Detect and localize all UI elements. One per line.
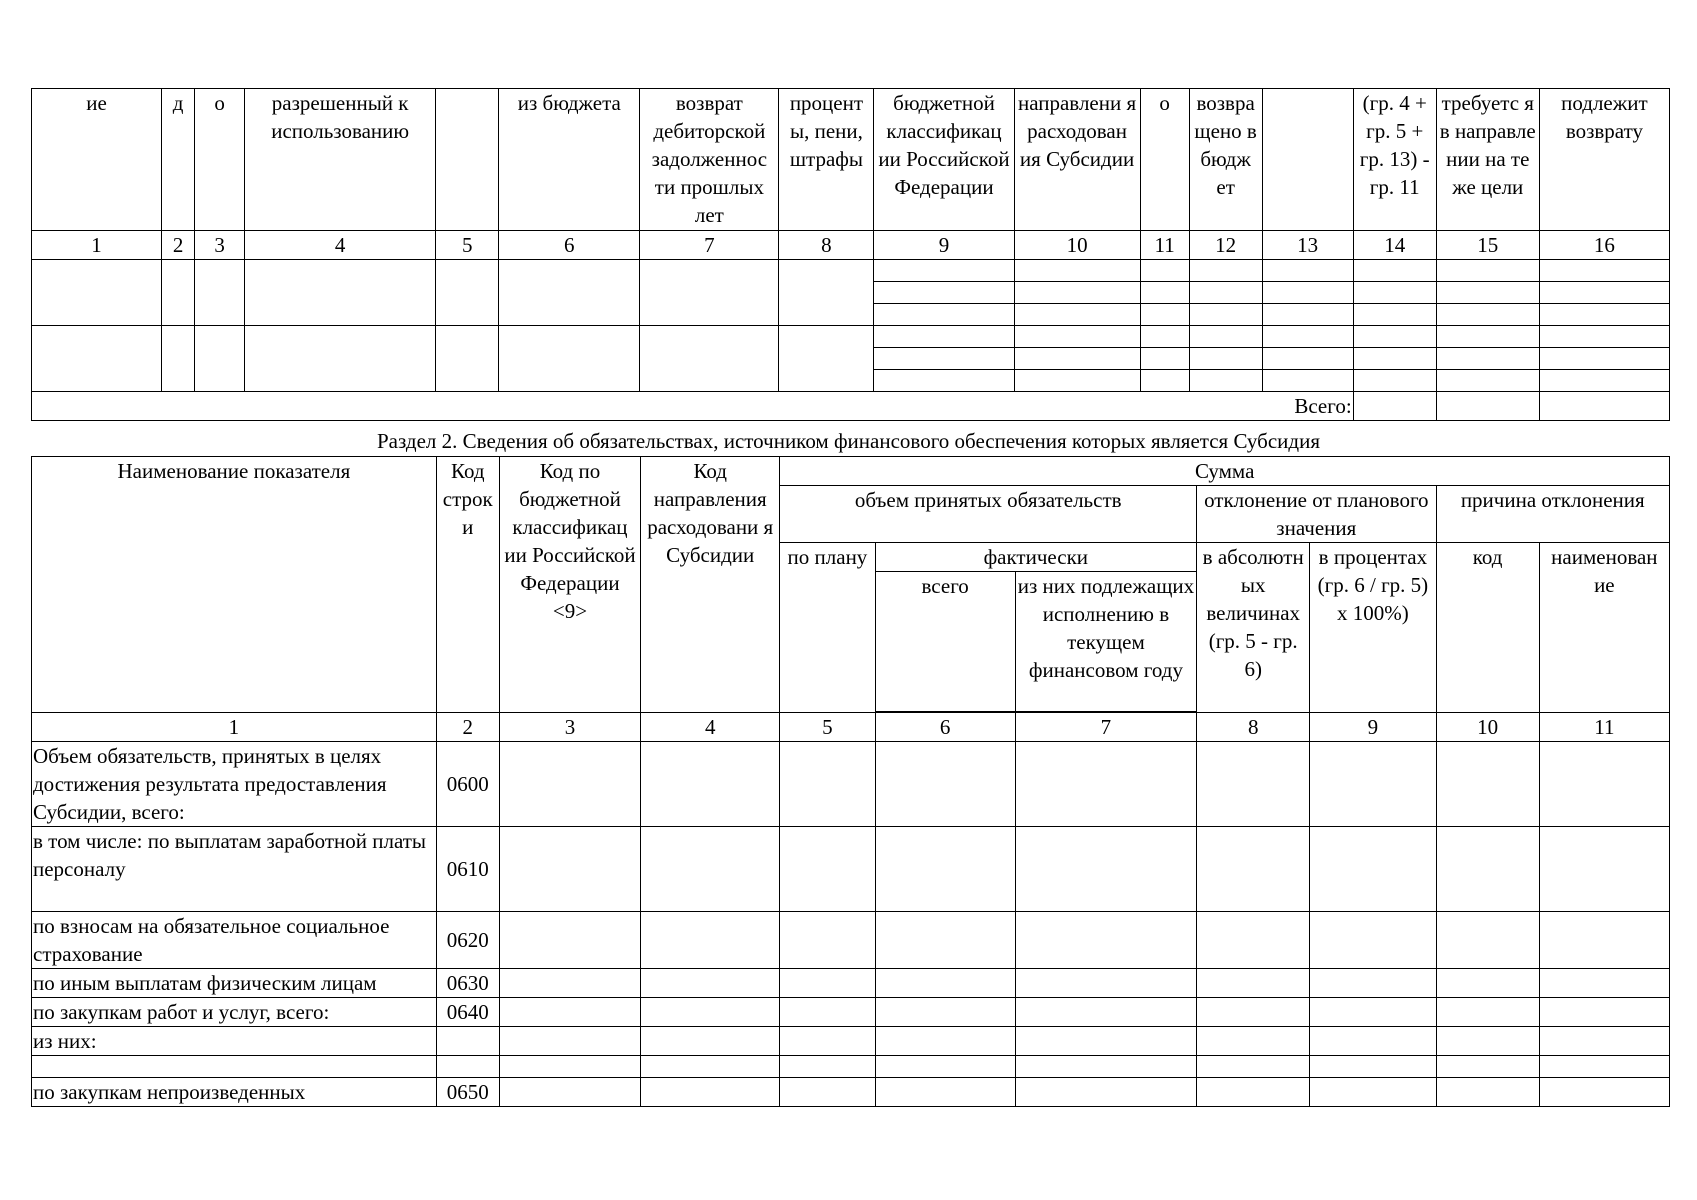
row-code: 0600 — [436, 742, 499, 827]
header-absolute: в абсолютн ых величинах (гр. 5 - гр. 6) — [1197, 543, 1310, 713]
empty-cell[interactable] — [1014, 304, 1140, 326]
empty-cell[interactable] — [1436, 998, 1539, 1027]
header-total: всего — [875, 572, 1015, 712]
column-number: 1 — [32, 713, 437, 742]
empty-cell[interactable] — [1539, 348, 1669, 370]
empty-cell[interactable] — [1014, 282, 1140, 304]
header-cell: о — [1140, 89, 1189, 231]
column-numbers-row — [32, 713, 1670, 742]
empty-cell[interactable] — [875, 998, 1015, 1027]
empty-cell[interactable] — [1539, 969, 1669, 998]
empty-cell[interactable] — [1197, 969, 1310, 998]
empty-cell[interactable] — [1539, 282, 1669, 304]
empty-cell[interactable] — [1140, 348, 1189, 370]
empty-cell[interactable] — [1539, 1078, 1669, 1107]
empty-cell[interactable] — [641, 912, 780, 969]
empty-cell[interactable] — [1539, 827, 1669, 912]
header-actual: фактически — [875, 543, 1197, 572]
table-row — [32, 969, 1670, 998]
column-number: 8 — [779, 231, 874, 260]
empty-cell[interactable] — [640, 326, 779, 392]
empty-cell[interactable] — [1539, 304, 1669, 326]
empty-cell[interactable] — [1015, 1056, 1196, 1078]
empty-cell[interactable] — [875, 1027, 1015, 1056]
empty-cell[interactable] — [874, 370, 1014, 392]
empty-cell[interactable] — [1539, 1027, 1669, 1056]
empty-cell[interactable] — [875, 1056, 1015, 1078]
empty-cell[interactable] — [32, 326, 162, 392]
header-name: Наименование показателя — [32, 457, 437, 713]
column-number: 3 — [499, 713, 640, 742]
empty-cell[interactable] — [1197, 742, 1310, 827]
empty-cell[interactable] — [1539, 260, 1669, 282]
column-number: 8 — [1197, 713, 1310, 742]
table-row — [32, 1056, 1670, 1078]
empty-cell[interactable] — [780, 912, 875, 969]
empty-cell[interactable] — [874, 304, 1014, 326]
empty-cell[interactable] — [1189, 282, 1262, 304]
table-row — [32, 827, 1670, 912]
empty-cell[interactable] — [1015, 827, 1196, 912]
column-number: 1 — [32, 231, 162, 260]
empty-cell[interactable] — [162, 260, 195, 326]
column-number: 9 — [1310, 713, 1436, 742]
empty-cell[interactable] — [1436, 1027, 1539, 1056]
empty-cell[interactable] — [641, 969, 780, 998]
empty-cell[interactable] — [1539, 742, 1669, 827]
header-deviation: отклонение от планового значения — [1197, 486, 1436, 543]
column-number: 2 — [436, 713, 499, 742]
header-cell: возврат дебиторской задолженнос ти прошлых лет — [640, 89, 779, 231]
empty-cell[interactable] — [1310, 969, 1436, 998]
empty-cell[interactable] — [641, 998, 780, 1027]
empty-cell[interactable] — [1140, 260, 1189, 282]
empty-cell[interactable] — [1539, 1056, 1669, 1078]
table-row — [32, 912, 1670, 969]
empty-cell[interactable] — [779, 326, 874, 392]
section2-table — [31, 456, 1670, 1107]
empty-cell[interactable] — [1140, 282, 1189, 304]
empty-cell[interactable] — [1140, 304, 1189, 326]
column-number: 9 — [874, 231, 1014, 260]
row-name: по иным выплатам физическим лицам — [32, 969, 437, 998]
column-number: 4 — [641, 713, 780, 742]
empty-cell[interactable] — [1436, 912, 1539, 969]
empty-cell[interactable] — [1436, 260, 1539, 282]
empty-cell[interactable] — [1539, 998, 1669, 1027]
empty-cell[interactable] — [1015, 969, 1196, 998]
row-name: Объем обязательств, принятых в целях достижения результата предоставления Субсидии, всего: — [32, 742, 437, 827]
header-cell: бюджетной классификац ии Российской Федерации — [874, 89, 1014, 231]
empty-cell[interactable] — [641, 1078, 780, 1107]
header-row — [32, 89, 1670, 231]
column-numbers-row — [32, 231, 1670, 260]
row-name: по закупкам непроизведенных — [32, 1078, 437, 1107]
row-code — [436, 1027, 499, 1056]
table-row — [32, 260, 1670, 282]
header-reason-name: наименован ие — [1539, 543, 1669, 713]
empty-cell[interactable] — [1189, 304, 1262, 326]
empty-cell[interactable] — [780, 827, 875, 912]
empty-cell[interactable] — [1310, 1078, 1436, 1107]
total-row — [32, 392, 1670, 421]
empty-cell[interactable] — [1436, 326, 1539, 348]
empty-cell[interactable] — [1436, 1078, 1539, 1107]
empty-cell[interactable] — [499, 1027, 640, 1056]
empty-cell[interactable] — [875, 742, 1015, 827]
empty-cell[interactable] — [1014, 326, 1140, 348]
empty-cell[interactable] — [1436, 969, 1539, 998]
empty-cell[interactable] — [1189, 326, 1262, 348]
empty-cell[interactable] — [1436, 348, 1539, 370]
empty-cell[interactable] — [1015, 742, 1196, 827]
row-name: по закупкам работ и услуг, всего: — [32, 998, 437, 1027]
empty-cell[interactable] — [1197, 827, 1310, 912]
empty-cell[interactable] — [1140, 326, 1189, 348]
total-cell[interactable] — [1436, 392, 1539, 421]
header-code: Код строк и — [436, 457, 499, 713]
empty-cell[interactable] — [1140, 370, 1189, 392]
empty-cell[interactable] — [641, 1056, 780, 1078]
row-name: по взносам на обязательное социальное страхование — [32, 912, 437, 969]
row-name — [32, 1056, 437, 1078]
column-number: 2 — [162, 231, 195, 260]
section1-table — [31, 88, 1670, 421]
empty-cell[interactable] — [875, 912, 1015, 969]
empty-cell[interactable] — [436, 326, 499, 392]
column-number: 6 — [499, 231, 640, 260]
empty-cell[interactable] — [1262, 304, 1353, 326]
empty-cell[interactable] — [499, 912, 640, 969]
empty-cell[interactable] — [1436, 304, 1539, 326]
column-number: 7 — [640, 231, 779, 260]
empty-cell[interactable] — [1539, 370, 1669, 392]
empty-cell[interactable] — [1353, 326, 1436, 348]
empty-cell[interactable] — [1310, 827, 1436, 912]
empty-cell[interactable] — [499, 326, 640, 392]
empty-cell[interactable] — [1197, 912, 1310, 969]
column-number: 13 — [1262, 231, 1353, 260]
table-row — [32, 326, 1670, 348]
empty-cell[interactable] — [1310, 1027, 1436, 1056]
total-cell[interactable] — [1539, 392, 1669, 421]
header-cell: процент ы, пени, штрафы — [779, 89, 874, 231]
empty-cell[interactable] — [1310, 998, 1436, 1027]
empty-cell[interactable] — [1353, 370, 1436, 392]
empty-cell[interactable] — [1189, 260, 1262, 282]
header-cell: ие — [32, 89, 162, 231]
empty-cell[interactable] — [1014, 370, 1140, 392]
empty-cell[interactable] — [875, 969, 1015, 998]
empty-cell[interactable] — [780, 969, 875, 998]
empty-cell[interactable] — [875, 827, 1015, 912]
empty-cell[interactable] — [874, 260, 1014, 282]
header-of-them: из них подлежащих исполнению в текущем финансовом году — [1015, 572, 1196, 712]
empty-cell[interactable] — [1436, 370, 1539, 392]
empty-cell[interactable] — [780, 1056, 875, 1078]
empty-cell[interactable] — [780, 1078, 875, 1107]
empty-cell[interactable] — [1014, 348, 1140, 370]
empty-cell[interactable] — [1539, 912, 1669, 969]
empty-cell[interactable] — [1353, 348, 1436, 370]
empty-cell[interactable] — [1262, 282, 1353, 304]
row-code — [436, 1056, 499, 1078]
empty-cell[interactable] — [875, 1078, 1015, 1107]
empty-cell[interactable] — [1015, 912, 1196, 969]
header-cell: разрешенный к использованию — [245, 89, 436, 231]
header-cell: из бюджета — [499, 89, 640, 231]
empty-cell[interactable] — [641, 1027, 780, 1056]
empty-cell[interactable] — [780, 998, 875, 1027]
header-sum: Сумма — [780, 457, 1670, 486]
empty-cell[interactable] — [195, 326, 245, 392]
empty-cell[interactable] — [641, 827, 780, 912]
row-code: 0610 — [436, 827, 499, 912]
empty-cell[interactable] — [779, 260, 874, 326]
header-cell: направлени я расходован ия Субсидии — [1014, 89, 1140, 231]
table-row — [32, 1027, 1670, 1056]
empty-cell[interactable] — [1262, 326, 1353, 348]
empty-cell[interactable] — [1262, 370, 1353, 392]
total-cell[interactable] — [1353, 392, 1436, 421]
header-cell: д — [162, 89, 195, 231]
empty-cell[interactable] — [499, 260, 640, 326]
empty-cell[interactable] — [1262, 348, 1353, 370]
header-cell — [436, 89, 499, 231]
row-name: в том числе: по выплатам заработной платы персоналу — [32, 827, 437, 912]
row-code: 0620 — [436, 912, 499, 969]
empty-cell[interactable] — [1436, 282, 1539, 304]
empty-cell[interactable] — [1353, 260, 1436, 282]
empty-cell[interactable] — [1353, 282, 1436, 304]
empty-cell[interactable] — [1539, 326, 1669, 348]
column-number: 11 — [1140, 231, 1189, 260]
header-obligations: объем принятых обязательств — [780, 486, 1197, 543]
column-number: 10 — [1436, 713, 1539, 742]
column-number: 6 — [875, 713, 1015, 742]
empty-cell[interactable] — [1197, 998, 1310, 1027]
empty-cell[interactable] — [499, 1078, 640, 1107]
column-number: 4 — [245, 231, 436, 260]
empty-cell[interactable] — [640, 260, 779, 326]
header-cell — [1262, 89, 1353, 231]
empty-cell[interactable] — [436, 260, 499, 326]
header-cell: о — [195, 89, 245, 231]
empty-cell[interactable] — [1189, 348, 1262, 370]
empty-cell[interactable] — [1197, 1078, 1310, 1107]
column-number: 14 — [1353, 231, 1436, 260]
header-cell: (гр. 4 + гр. 5 + гр. 13) - гр. 11 — [1353, 89, 1436, 231]
empty-cell[interactable] — [1436, 827, 1539, 912]
row-code: 0650 — [436, 1078, 499, 1107]
header-direction: Код направления расходовани я Субсидии — [641, 457, 780, 713]
empty-cell[interactable] — [874, 282, 1014, 304]
header-percent: в процентах (гр. 6 / гр. 5) x 100%) — [1310, 543, 1436, 713]
table-row — [32, 1078, 1670, 1107]
empty-cell[interactable] — [499, 998, 640, 1027]
empty-cell[interactable] — [245, 326, 436, 392]
row-name: из них: — [32, 1027, 437, 1056]
empty-cell[interactable] — [1015, 998, 1196, 1027]
empty-cell[interactable] — [1014, 260, 1140, 282]
empty-cell[interactable] — [1436, 1056, 1539, 1078]
row-code: 0640 — [436, 998, 499, 1027]
empty-cell[interactable] — [1436, 742, 1539, 827]
column-number: 5 — [436, 231, 499, 260]
column-number: 3 — [195, 231, 245, 260]
empty-cell[interactable] — [641, 742, 780, 827]
empty-cell[interactable] — [874, 348, 1014, 370]
section-2-title: Раздел 2. Сведения об обязательствах, источником финансового обеспечения которых является Субсидия — [377, 429, 1320, 453]
header-row — [32, 457, 1670, 486]
row-code: 0630 — [436, 969, 499, 998]
empty-cell[interactable] — [1197, 1027, 1310, 1056]
empty-cell[interactable] — [1189, 370, 1262, 392]
empty-cell[interactable] — [195, 260, 245, 326]
empty-cell[interactable] — [245, 260, 436, 326]
empty-cell[interactable] — [1353, 304, 1436, 326]
empty-cell[interactable] — [499, 1056, 640, 1078]
total-label: Всего: — [32, 392, 1354, 421]
empty-cell[interactable] — [1015, 1078, 1196, 1107]
empty-cell[interactable] — [1197, 1056, 1310, 1078]
empty-cell[interactable] — [1015, 1027, 1196, 1056]
column-number: 16 — [1539, 231, 1669, 260]
empty-cell[interactable] — [162, 326, 195, 392]
empty-cell[interactable] — [499, 742, 640, 827]
header-kbk: Код по бюджетной классификац ии Российской Федерации <9> — [499, 457, 640, 713]
column-number: 7 — [1015, 713, 1196, 742]
table-row — [32, 742, 1670, 827]
header-cell: возвра щено в бюдж ет — [1189, 89, 1262, 231]
header-reason-code: код — [1436, 543, 1539, 713]
empty-cell[interactable] — [32, 260, 162, 326]
header-plan: по плану — [780, 543, 875, 713]
column-number: 11 — [1539, 713, 1669, 742]
column-number: 12 — [1189, 231, 1262, 260]
empty-cell[interactable] — [874, 326, 1014, 348]
empty-cell[interactable] — [499, 827, 640, 912]
header-cell: требуетс я в направле нии на те же цели — [1436, 89, 1539, 231]
empty-cell[interactable] — [780, 742, 875, 827]
header-cell: подлежит возврату — [1539, 89, 1669, 231]
empty-cell[interactable] — [1310, 1056, 1436, 1078]
column-number: 5 — [780, 713, 875, 742]
table-row — [32, 998, 1670, 1027]
empty-cell[interactable] — [499, 969, 640, 998]
header-reason: причина отклонения — [1436, 486, 1669, 543]
empty-cell[interactable] — [780, 1027, 875, 1056]
column-number: 15 — [1436, 231, 1539, 260]
empty-cell[interactable] — [1262, 260, 1353, 282]
empty-cell[interactable] — [1310, 742, 1436, 827]
empty-cell[interactable] — [1310, 912, 1436, 969]
column-number: 10 — [1014, 231, 1140, 260]
